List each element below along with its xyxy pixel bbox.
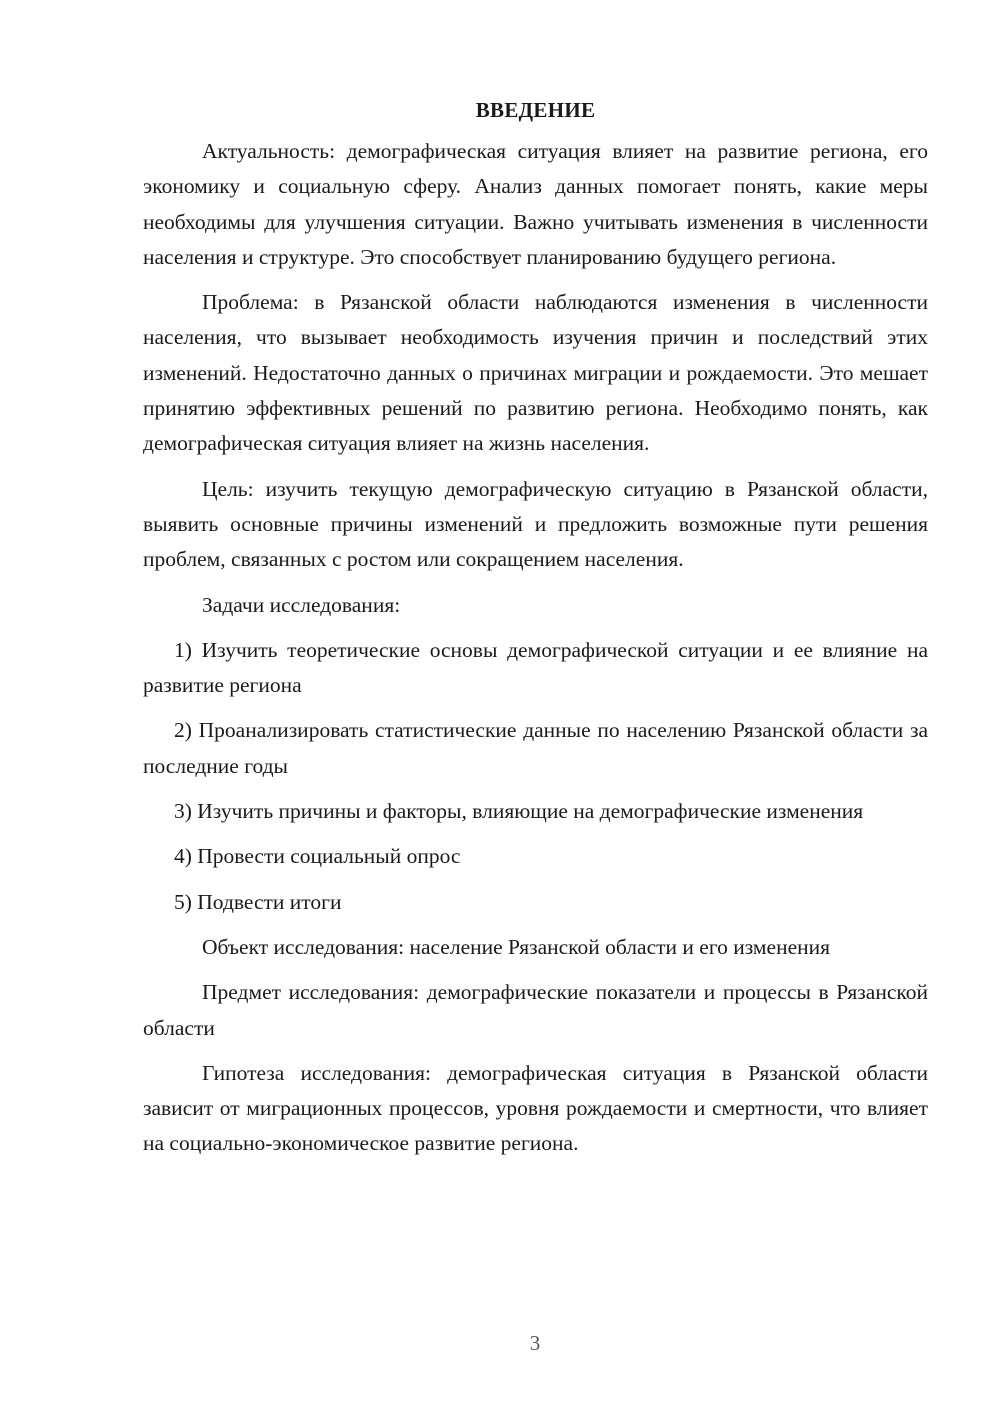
problem-paragraph: Проблема: в Рязанской области наблюдаются изменения в численности населения, что вызывает необходимость изучения причин и последствий этих изменений. Недостаточно данных о причинах миграции и рождаемости. Это мешает принятию эффективных решений по развитию региона. Необходимо понять, как демографическая ситуация влияет на жизнь населения.: [143, 290, 928, 456]
document-page: [143, 92, 928, 1162]
task-item: 1) Изучить теоретические основы демографической ситуации и ее влияние на развитие региона: [143, 637, 928, 698]
goal-paragraph: Цель: изучить текущую демографическую ситуацию в Рязанской области, выявить основные причины изменений и предложить возможные пути решения проблем, связанных с ростом или сокращением населения.: [143, 476, 928, 572]
object-paragraph: Объект исследования: население Рязанской области и его изменения: [202, 934, 831, 959]
hypothesis-paragraph: Гипотеза исследования: демографическая ситуация в Рязанской области зависит от миграционных процессов, уровня рождаемости и смертности, что влияет на социально-экономическое развитие региона.: [143, 1060, 928, 1156]
task-item: 5) Подвести итоги: [174, 889, 342, 914]
page-number: 3: [529, 1331, 541, 1355]
task-item: 3) Изучить причины и факторы, влияющие на демографические изменения: [174, 799, 864, 824]
page-title: ВВЕДЕНИЕ: [475, 98, 596, 122]
subject-paragraph: Предмет исследования: демографические показатели и процессы в Рязанской области: [143, 980, 928, 1040]
relevance-paragraph: Актуальность: демографическая ситуация влияет на развитие региона, его экономику и социальную сферу. Анализ данных помогает понять, какие меры необходимы для улучшения ситуации. Важно учитывать изменения в численности населения и структуре. Это способствует планированию будущего региона.: [143, 139, 928, 269]
tasks-heading: Задачи исследования:: [202, 592, 401, 617]
task-item: 2) Проанализировать статистические данные по населению Рязанской области за последние годы: [143, 718, 928, 778]
task-item: 4) Провести социальный опрос: [174, 844, 461, 869]
